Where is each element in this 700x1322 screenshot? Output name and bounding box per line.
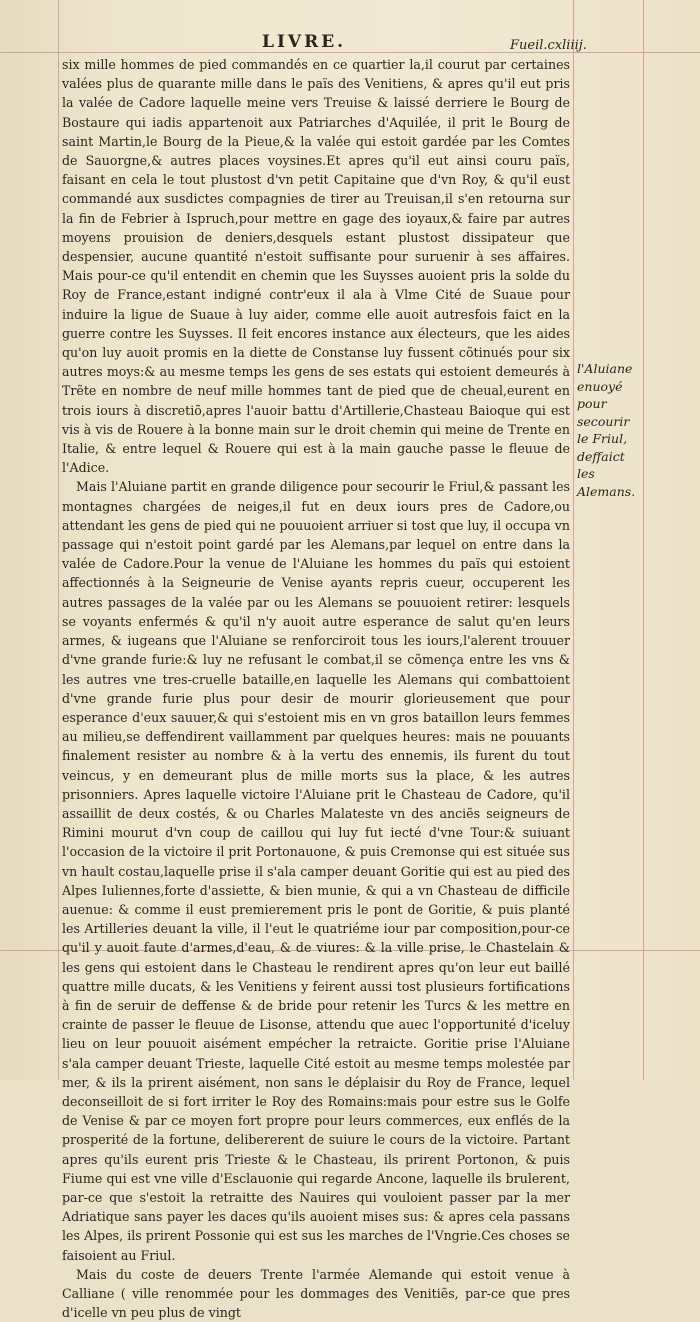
left-margin-rule: [58, 0, 59, 1080]
margin-note: l'Aluiane enuoyé pour secourir le Friul, deffaict les Alemans.: [577, 361, 636, 499]
running-head: LIVRE.: [262, 32, 347, 52]
outer-margin-rule: [643, 0, 644, 1080]
paragraph: six mille hommes de pied commandés en ce quartier la,il courut par certaines valées plus de quarante mille dans le païs des Venitiens, & apres qu'il eut pris la valée de Cadore laquelle meine vers Treuise & laissé derriere le Bourg de Bostaure qui iadis appartenoit aux Patriarches d'Aquilée, il prit le Bourg de saint Martin,le Bourg de la Pieue,& la valée qui estoit gardée par les Comtes de Sauorgne,& autres places voysines.Et apres qu'il eut ainsi couru païs, faisant en cela le tout plustost d'vn petit Capitaine que d'vn Roy, & qu'il eust commandé aux susdictes compagnies de tirer au Treuisan,il s'en retourna sur la fin de Febrier à Ispruch,pour mettre en gage des ioyaux,& faire par autres moyens prouision de deniers,desquels estant plustost dissipateur que despensier, aucune quantité n'estoit suffisante pour suruenir à ses affaires. Mais pour-ce qu'il entendit en chemin que les Suysses auoient pris la solde du Roy de France,estant indigné contr'eux il ala à Vlme Cité de Suaue pour induire la ligue de Suaue à luy aider, comme elle auoit autresfois faict en la guerre contre les Suysses. Il feit encores instance aux électeurs, que les aides qu'on luy auoit promis en la diette de Constanse luy fussent cõtinués pour six autres moys:& au mesme temps les gens de ses estats qui estoient demeurés à Trẽte en nombre de neuf mille hommes tant de pied que de cheual,eurent en trois iours à discretiõ,apres l'auoir battu d'Artillerie,Chasteau Baioque qui est vis à vis de Rouere à la bonne main sur le droit chemin qui meine de Trente en Italie, & entre lequel & Rouere qui est à la main gauche passe le fleuue de l'Adice.: [62, 57, 570, 476]
body-text: [62, 55, 570, 1322]
paragraph: Mais du coste de deuers Trente l'armée Alemande qui estoit venue à Calliane ( ville renommée pour les dommages des Venitiẽs, par-ce que pres d'icelle vn peu plus de vingt: [62, 1266, 570, 1321]
folio-number: Fueil.cxliiij.: [510, 38, 587, 53]
paragraph: Mais l'Aluiane partit en grande diligence pour secourir le Friul,& passant les montagnes chargées de neiges,il fut en deux iours pres de Cadore,ou attendant les gens de pied qui ne pouuoient arriuer si tost que luy, il occupa vn passage qui n'estoit point gardé par les Alemans,par lequel on entre dans la valée de Cadore.Pour la venue de l'Aluiane les hommes du païs qui estoient affectionnés à la Seigneurie de Venise ayants repris cueur, occuperent les autres passages de la valée par ou les Alemans se pouuoient retirer: lesquels se voyants enfermés & qu'il n'y auoit autre esperance de salut qu'en leurs armes, & iugeans que l'Aluiane se renforciroit tous les iours,l'alerent trouuer d'vne grande furie:& luy ne refusant le combat,il se cõmença entre les vns & les autres vne tres-cruelle bataille,en laquelle les Alemans qui combattoient d'vne grande furie plus pour desir de mourir glorieusement que pour esperance d'eux sauuer,& qui s'estoient mis en vn gros bataillon leurs femmes au milieu,se deffendirent vaillamment par quelques heures: mais ne pouuants finalement resister au nombre & à la vertu des ennemis, ils furent du tout veincus, y en demeurant plus de mille morts sus la place, & les autres prisonniers. Apres laquelle victoire l'Aluiane prit le Chasteau de Cadore, qu'il assaillit de deux costés, & ou Charles Malateste vn des anciẽs seigneurs de Rimini mourut d'vn coup de caillou qui luy fut iecté d'vne Tour:& suiuant l'occasion de la victoire il prit Portonauone, & puis Cremonse qui est située sus vn hault costau,laquelle prise il s'ala camper deuant Goritie qui est au pied des Alpes Iuliennes,forte d'assiette, & bien munie, & qui a vn Chasteau de difficile auenue: & comme il eust premierement pris le pont de Goritie, & puis planté les Artilleries deuant la ville, il l'eut le quatriéme iour par composition,pour-ce qu'il y auoit faute d'armes,d'eau, & de viures: & la ville prise, le Chastelain & les gens qui estoient dans le Chasteau le rendirent apres qu'on leur eut baillé quattre mille ducats, & les Venitiens y feirent aussi tost plusieurs fortifications à fin de seruir de deffense & de bride pour retenir les Turcs & les mettre en crainte de passer le fleuue de Lisonse, attendu que auec l'opportunité d'iceluy lieu on leur pouuoit aisément empécher la retraicte. Goritie prise l'Aluiane s'ala camper deuant Trieste, laquelle Cité estoit au mesme temps molestée par mer, & ils la prirent aisément, non sans le déplaisir du Roy de France, lequel deconseilloit de si fort irriter le Roy des Romains:mais pour estre sus le Golfe de Venise & par ce moyen fort propre pour leurs commerces, eux enflés de la prosperité de la fortune, delibererent de suiure le cours de la victoire. Partant apres qu'ils eurent pris Trieste & le Chasteau, ils prirent Portonon, & puis Fiume qui est vne ville d'Esclauonie qui regarde Ancone, laquelle ils brulerent, par-ce que s'estoit la retraitte des Nauires qui vouloient passer par la mer Adriatique sans payer les daces qu'ils auoient mises sus: & apres cela passans les Alpes, ils prirent Possonie qui est sus les marches de l'Vngrie.Ces choses se faisoient au Friul.: [62, 479, 570, 1263]
header-rule: [0, 52, 700, 53]
text-right-rule: [573, 0, 574, 1080]
